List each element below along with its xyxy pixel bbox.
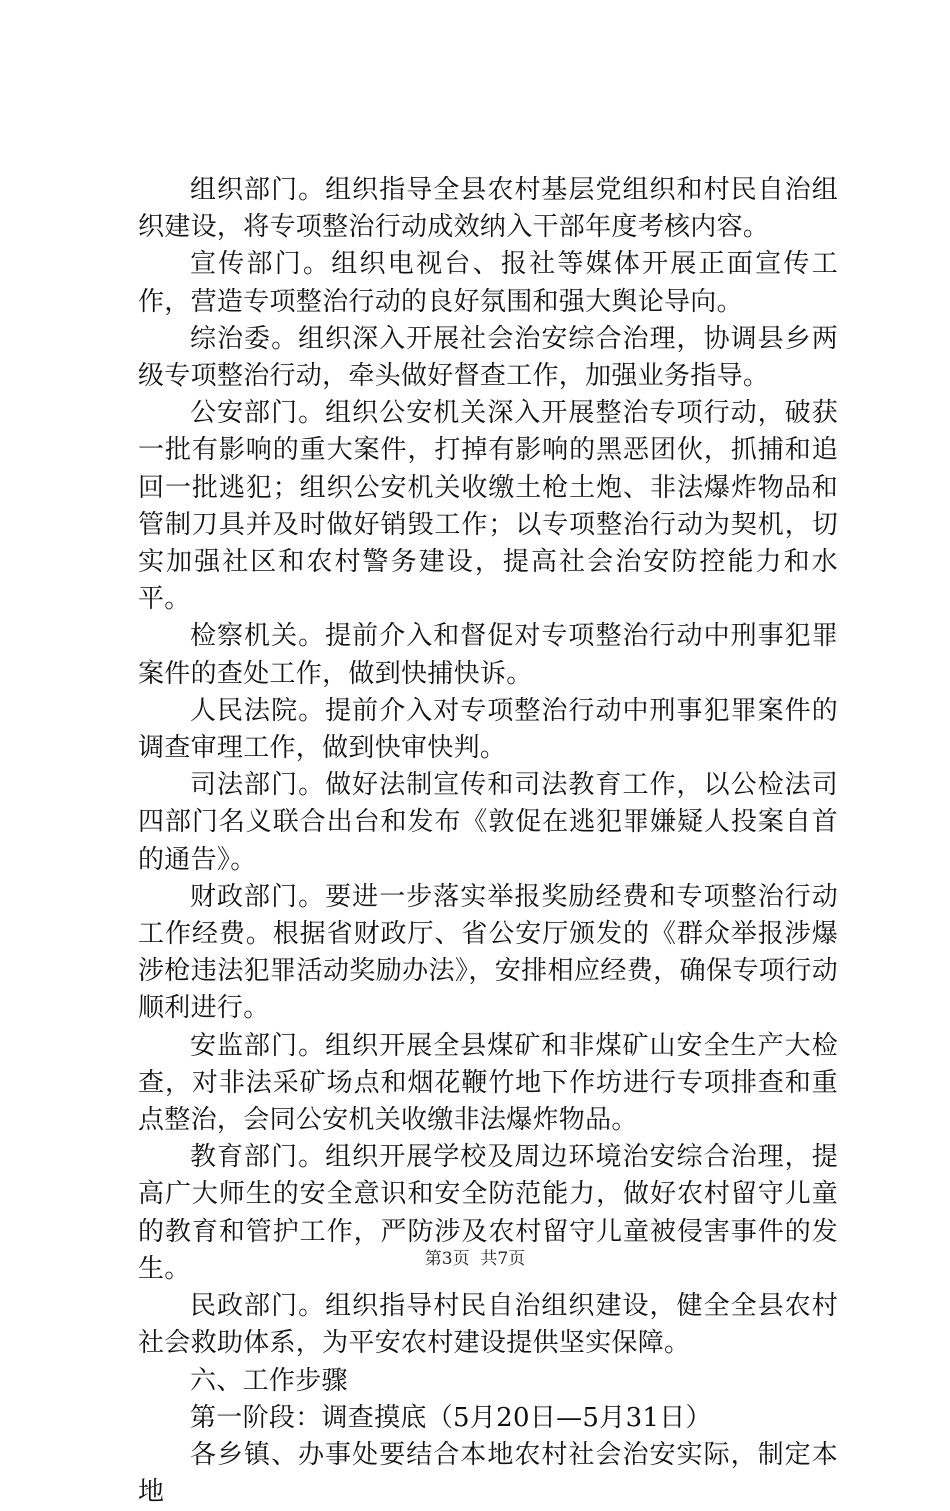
- paragraph-comprehensive-committee: 综治委。组织深入开展社会治安综合治理，协调县乡两级专项整治行动，牵头做好督查工作，加强业务指导。: [138, 323, 838, 392]
- stage-one-heading: 第一阶段：调查摸底（5月20日—5月31日）: [190, 1402, 712, 1433]
- paragraph-education-dept: 教育部门。组织开展学校及周边环境治安综合治理，提高广大师生的安全意识和安全防范能力，做好农村留守儿童的教育和管护工作，严防涉及农村留守儿童被侵害事件的发生。: [138, 1142, 838, 1284]
- section-heading-work-steps: 六、工作步骤: [190, 1365, 348, 1396]
- paragraph-public-security-dept: 公安部门。组织公安机关深入开展整治专项行动，破获一批有影响的重大案件，打掉有影响的黑恶团伙，抓捕和追回一批逃犯；组织公安机关收缴土枪土炮、非法爆炸物品和管制刀具并及时做好销毁工作；以专项整治行动为契机，切实加强社区和农村警务建设，提高社会治安防控能力和水平。: [138, 398, 838, 615]
- document-body: [138, 172, 838, 1511]
- paragraph-publicity-dept: 宣传部门。组织电视台、报社等媒体开展正面宣传工作，营造专项整治行动的良好氛围和强大舆论导向。: [138, 249, 838, 317]
- paragraph-peoples-court: 人民法院。提前介入对专项整治行动中刑事犯罪案件的调查审理工作，做到快审快判。: [138, 695, 838, 764]
- page-footer: [0, 1244, 950, 1269]
- paragraph-stage-one-body: 各乡镇、办事处要结合本地农村社会治安实际，制定本地: [138, 1439, 838, 1508]
- paragraph-safety-supervision-dept: 安监部门。组织开展全县煤矿和非煤矿山安全生产大检查，对非法采矿场点和烟花鞭竹地下作坊进行专项排查和重点整治，会同公安机关收缴非法爆炸物品。: [138, 1030, 838, 1136]
- paragraph-finance-dept: 财政部门。要进一步落实举报奖励经费和专项整治行动工作经费。根据省财政厅、省公安厅颁发的《群众举报涉爆涉枪违法犯罪活动奖励办法》，安排相应经费，确保专项行动顺利进行。: [138, 881, 838, 1024]
- paragraph-procuratorate: 检察机关。提前介入和督促对专项整治行动中刑事犯罪案件的查处工作，做到快捕快诉。: [138, 621, 838, 689]
- paragraph-organization-dept: 组织部门。组织指导全县农村基层党组织和村民自治组织建设，将专项整治行动成效纳入干部年度考核内容。: [138, 175, 838, 243]
- paragraph-civil-affairs-dept: 民政部门。组织指导村民自治组织建设，健全全县农村社会救助体系，为平安农村建设提供坚实保障。: [138, 1291, 838, 1359]
- paragraph-justice-dept: 司法部门。做好法制宣传和司法教育工作，以公检法司四部门名义联合出台和发布《敦促在逃犯罪嫌疑人投案自首的通告》。: [138, 770, 838, 875]
- page-number: 第3页 共7页: [424, 1249, 526, 1269]
